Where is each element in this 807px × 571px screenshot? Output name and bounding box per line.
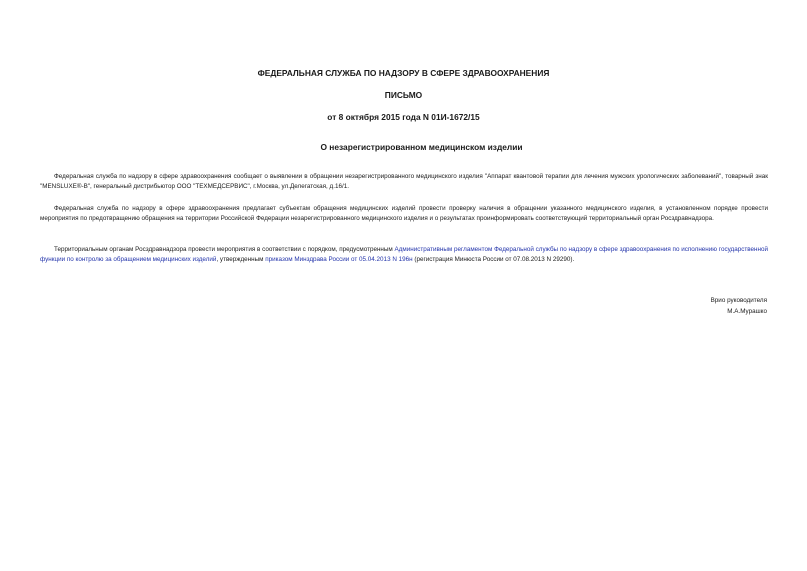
administrative-regulation-link[interactable]: Административным регламентом Федеральной службы по надзору в сфере здравоохранения по исполнению государственной функции по контролю за обращением медицинских изделий xyxy=(40,246,769,263)
signatory-title: Врио руководителя xyxy=(710,297,767,304)
subject-heading: О незарегистрированном медицинском изделии xyxy=(320,142,523,152)
paragraph-3-text-start: Территориальным органам Росздравнадзора провести мероприятия в соответствии с порядком, предусмотренным xyxy=(54,246,395,253)
body-paragraph-3 xyxy=(40,245,768,265)
ministry-order-link[interactable]: приказом Минздрава России от 05.04.2013 N 196н xyxy=(265,256,413,263)
body-paragraph-1: Федеральная служба по надзору в сфере здравоохранения сообщает о выявлении в обращении незарегистрированного медицинского изделия "Аппарат квантовой терапии для лечения мужских урологических заболеваний", товарный знак "MENSLUXE®-B", генеральный дистрибьютор ООО "ТЕХМЕДСЕРВИС", г.Москва, ул.Делегатская, д.16/1. xyxy=(40,173,768,190)
signatory-name: М.А.Мурашко xyxy=(727,308,767,315)
paragraph-3-text-middle: , утвержденным xyxy=(216,256,266,263)
document-type-heading: ПИСЬМО xyxy=(384,90,423,100)
agency-heading: ФЕДЕРАЛЬНАЯ СЛУЖБА ПО НАДЗОРУ В СФЕРЕ ЗДРАВООХРАНЕНИЯ xyxy=(257,68,550,78)
date-number-heading: от 8 октября 2015 года N 01И-1672/15 xyxy=(327,112,480,122)
body-paragraph-2: Федеральная служба по надзору в сфере здравоохранения предлагает субъектам обращения медицинских изделий провести проверку наличия в обращении указанного медицинского изделия, в установленном порядке провести мероприятия по предотвращению обращения на территории Российской Федерации незарегистрированного медицинского изделия и о результатах проинформировать соответствующий территориальный орган Росздравнадзора. xyxy=(40,205,768,222)
paragraph-3-text-end: (регистрация Минюста России от 07.08.2013 N 29290). xyxy=(412,256,575,263)
